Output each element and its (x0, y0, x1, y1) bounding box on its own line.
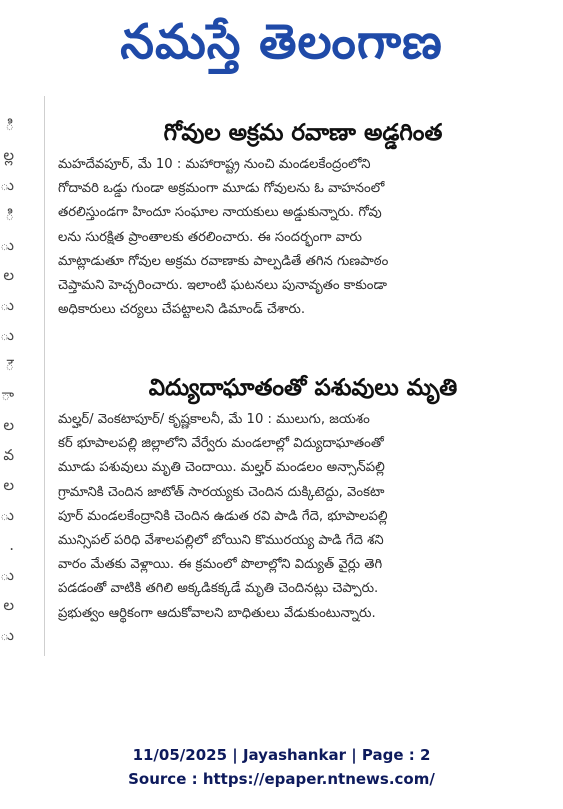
article-2-headline: విద్యుదాఘాతంతో పశువులు మృతి (148, 375, 458, 401)
fragment-glyph: ు (0, 236, 14, 254)
footer-date-edition: 11/05/2025 | Jayashankar | Page : 2 (132, 746, 431, 764)
article-1-body (58, 153, 554, 322)
newspaper-masthead: నమస్తే తెలంగాణ (120, 14, 443, 70)
article-text-line: మహదేవపూర్, మే 10 : మహారాష్ట్ర నుంచి మండలకేంద్రంలోని (58, 157, 371, 172)
article-text-line: మున్సిపల్ పరిధి వేశాలపల్లిలో బోయిని కొమురయ్య పాడి గేదె శని (58, 533, 384, 549)
article-text-line: పడడంతో వాటికి తగిలి అక్కడికక్కడే మృతి చెందినట్లు చెప్పారు. (58, 581, 379, 597)
fragment-glyph: ల (3, 266, 14, 284)
fragment-glyph: ు (0, 566, 14, 584)
adjacent-column-fragment (0, 96, 14, 656)
article-text-line: మాట్లాడుతూ గోవుల అక్రమ రవాణాకు పాల్పడితే తగిన గుణపాఠం (58, 253, 389, 269)
fragment-glyph: ి (5, 116, 14, 134)
fragment-glyph: ు (0, 326, 14, 344)
fragment-glyph: ల (3, 596, 14, 614)
fragment-glyph: ు (0, 296, 14, 314)
fragment-glyph: ా (1, 386, 14, 404)
fragment-glyph: . (9, 536, 14, 554)
footer-source: Source : https://epaper.ntnews.com/ (128, 770, 435, 788)
article-text-line: వారం మేతకు వెళ్లాయి. ఈ క్రమంలో పొలాల్లోని విద్యుత్ వైర్లు తెగి (58, 557, 383, 573)
article-text-line: తరలిస్తుండగా హిందూ సంఘాల నాయకులు అడ్డుకున్నారు. గోవు (58, 205, 382, 221)
fragment-glyph: ు (0, 506, 14, 524)
fragment-glyph: ు (0, 626, 14, 644)
article-1-headline: గోవుల అక్రమ రవాణా అడ్డగింత (163, 120, 443, 146)
article-text-line: చెప్తామని హెచ్చరించారు. ఇలాంటి ఘటనలు పునావృతం కాకుండా (58, 278, 387, 294)
fragment-glyph: ి (5, 206, 14, 224)
fragment-glyph: ల (3, 416, 14, 434)
article-text-line: ప్రభుత్వం ఆర్థికంగా ఆదుకోవాలని బాధితులు వేడుకుంటున్నారు. (58, 605, 376, 621)
fragment-glyph: ౌ (5, 356, 14, 374)
article-text-line: గోదావరి ఒడ్డు గుండా అక్రమంగా మూడు గోవులను ఓ వాహనంలో (58, 181, 385, 197)
article-text-line: లను సురక్షిత ప్రాంతాలకు తరలించారు. ఈ సందర్భంగా వారు (58, 229, 362, 245)
article-text-line: మల్హర్/ వెంకటాపూర్/ కృష్ణకాలనీ, మే 10 : ములుగు, జయశం (58, 412, 370, 427)
column-divider (44, 96, 45, 656)
fragment-glyph: ల (3, 476, 14, 494)
article-text-line: గ్రామానికి చెందిన జాటోత్ సారయ్యకు చెందిన దుక్కిటెద్దు, వెంకటా (58, 484, 385, 500)
fragment-glyph: వ (3, 446, 14, 464)
fragment-glyph: ల్ల (3, 146, 14, 164)
article-text-line: కర్ భూపాలపల్లి జిల్లాలోని వేర్వేరు మండలాల్లో విద్యుదాఘాతంతో (58, 436, 384, 452)
article-text-line: పూర్ మండలకేంద్రానికి చెందిన ఉడుత రవి పాడి గేదె, భూపాలపల్లి (58, 508, 388, 524)
fragment-glyph: ు (0, 176, 14, 194)
article-2-body (58, 408, 554, 626)
article-text-line: అధికారులు చర్యలు చేపట్టాలని డిమాండ్ చేశారు. (58, 302, 306, 318)
article-text-line: మూడు పశువులు మృతి చెందాయి. మల్హర్ మండలం అన్సాన్‌పల్లి (58, 460, 385, 476)
